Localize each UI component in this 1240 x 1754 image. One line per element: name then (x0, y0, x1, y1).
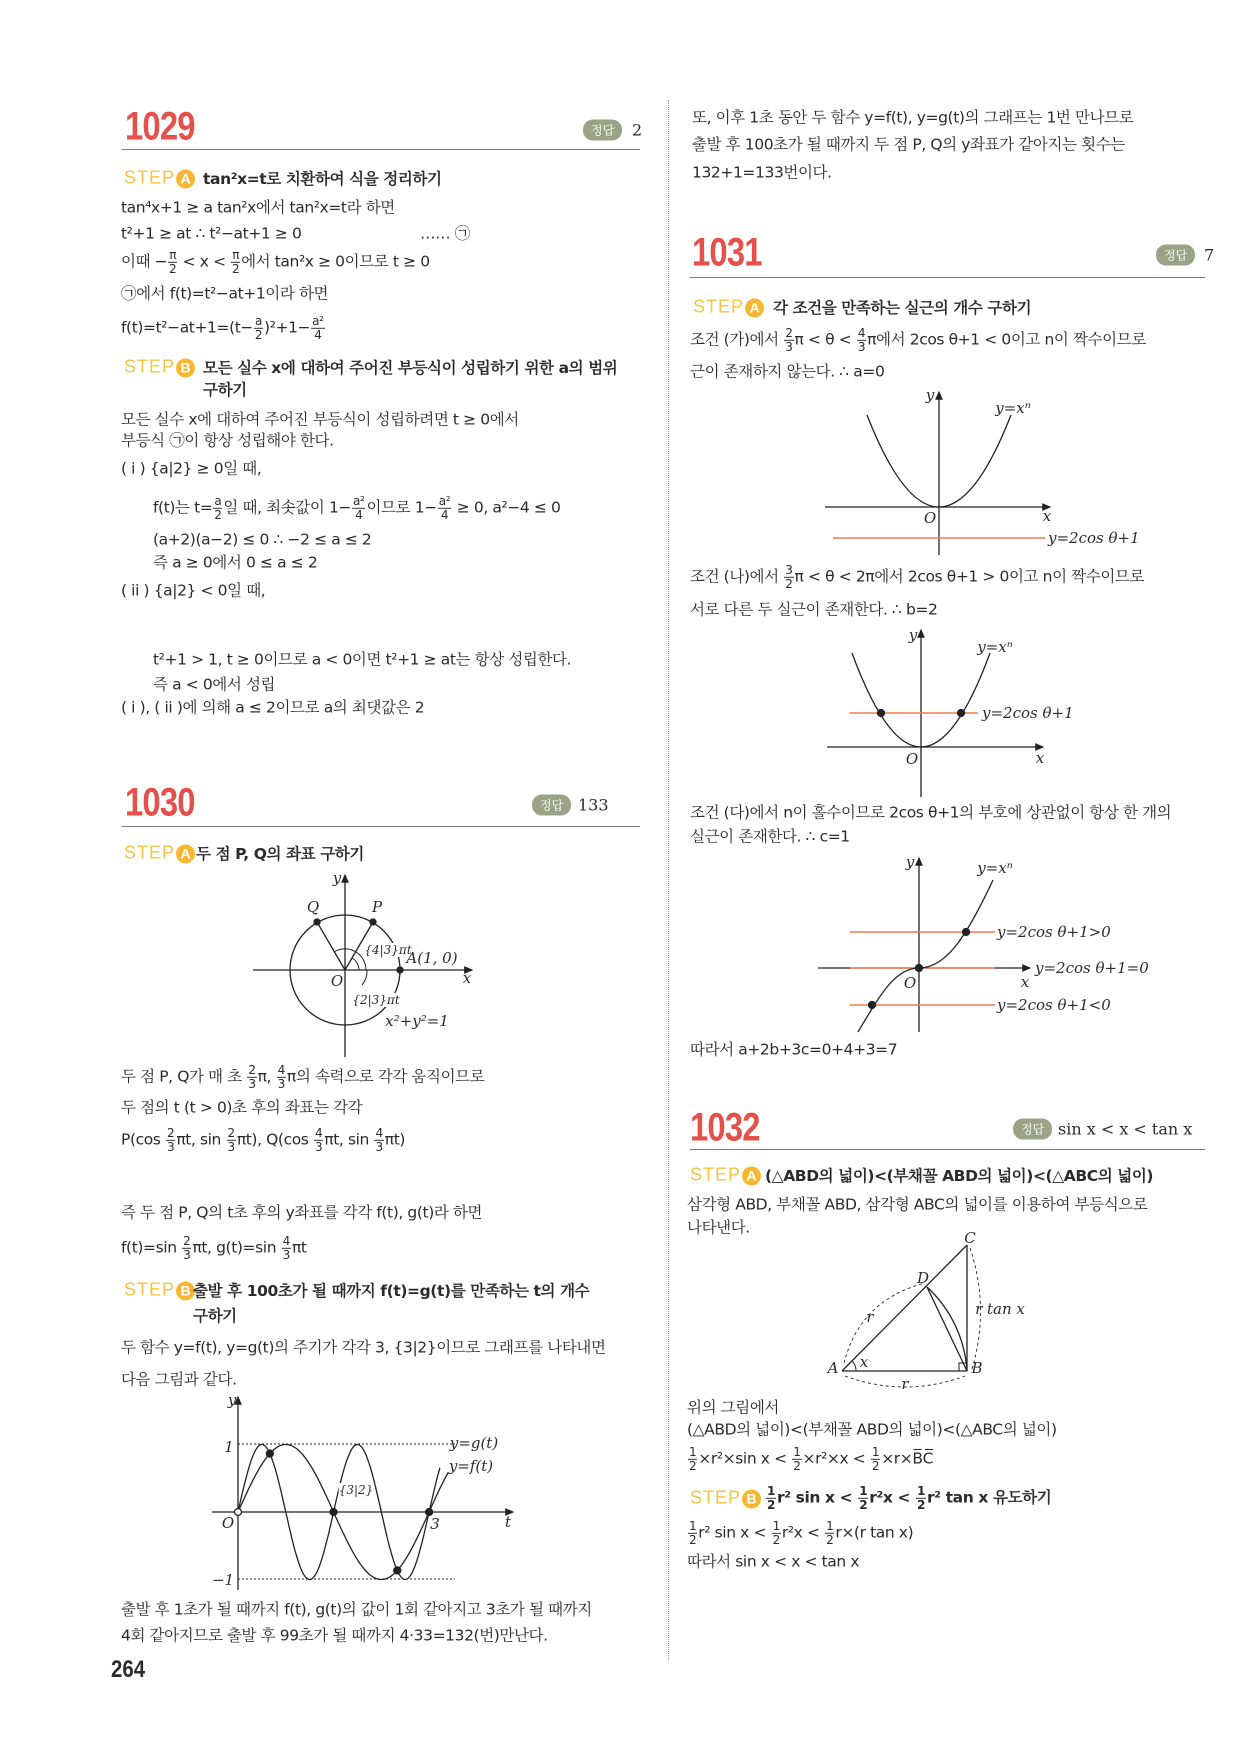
text-line: 두 함수 y=f(t), y=g(t)의 주기가 각각 3, {3|2}이므로 그래프를 나타내면 (121, 1338, 606, 1357)
point-label-p: P (371, 898, 383, 916)
angle-x-arc (852, 1361, 856, 1371)
axis-label-x: x (1020, 973, 1030, 991)
point-label-a: A(1, 0) (406, 949, 458, 967)
oq-segment (317, 922, 345, 970)
step-letter-icon: B (176, 359, 195, 378)
step-letter-icon: A (176, 845, 195, 864)
text-line: 부등식 ㉠이 항상 성립해야 한다. (121, 431, 334, 450)
line-label: y=2cos θ+1<0 (997, 996, 1111, 1014)
right-angle-mark (959, 1363, 967, 1371)
point-q (314, 919, 320, 925)
step-label (124, 1280, 195, 1301)
problem-number: 1030 (125, 780, 195, 825)
intersection-dot (963, 929, 970, 936)
step-word: STEP (124, 842, 176, 863)
step-title: 모든 실수 x에 대하여 주어진 부등식이 성립하기 위한 a의 범위 (203, 359, 618, 377)
step-title: 출발 후 100초가 될 때까지 f(t)=g(t)를 만족하는 t의 개수 (193, 1282, 590, 1300)
step-label (124, 168, 195, 189)
text-line: 또, 이후 1초 동안 두 함수 y=f(t), y=g(t)의 그래프는 1번 만나므로 (692, 108, 1134, 127)
step-label (124, 843, 195, 864)
step-word: STEP (690, 1164, 742, 1185)
axis-label-x: x (462, 969, 472, 987)
text-line: ( i ), ( ii )에 의해 a ≤ 2이므로 a의 최댓값은 2 (121, 698, 425, 717)
step-title: (△ABD의 넓이)<(부채꼴 ABD의 넓이)<(△ABC의 넓이) (765, 1167, 1154, 1185)
vertex-label-a: A (827, 1359, 839, 1377)
axis-label-y: y (908, 626, 918, 644)
text-line: 132+1=133번이다. (692, 163, 832, 182)
intersection-dot (878, 710, 885, 717)
step-letter-icon: A (745, 299, 764, 318)
text-line: P(cos $\frac{2}{3}$ πt, sin $\frac{2}{3}$ πt), Q(cos $\frac{4}{3}$ πt, sin $\frac{4}{3}$ πt) (121, 1125, 406, 1154)
step-word: STEP (124, 356, 176, 377)
text-line: 다음 그림과 같다. (121, 1370, 237, 1389)
step-word: STEP (693, 296, 745, 317)
curve-label-g: y=g(t) (449, 1434, 499, 1452)
text-line: ㉠에서 f(t)=t²−at+1이라 하면 (121, 284, 329, 303)
answer-badge: 정답 (532, 795, 571, 816)
step-word: STEP (124, 1279, 176, 1300)
angle-arc-q (334, 949, 366, 970)
text-line: f(t)는 t= $\frac{a}{2}$ 일 때, 최솟값이 1− $\frac{\text{a²}}{4}$ 이므로 1− $\frac{\text{a²}}{4}$ ≥ 0, a²−4 ≤ 0 (153, 493, 561, 522)
origin-label: O (330, 972, 344, 990)
origin-label: O (903, 974, 917, 992)
text-line: 4회 같아지므로 출발 후 99초가 될 때까지 4·33=132(번)만난다. (121, 1626, 548, 1645)
side-label: r (866, 1308, 874, 1326)
text-line: 삼각형 ABD, 부채꼴 ABD, 삼각형 ABC의 넓이를 이용하여 부등식으로 (687, 1195, 1148, 1214)
text-line: (a+2)(a−2) ≤ 0 ∴ −2 ≤ a ≤ 2 (153, 530, 372, 549)
step-label (690, 1165, 761, 1186)
f-curve (238, 1445, 448, 1580)
circle-equation-label: x²+y²=1 (385, 1012, 449, 1030)
tick-label-three-halves: {3|2} (338, 1483, 374, 1497)
step-letter-icon: B (176, 1282, 195, 1301)
step-title: $\frac{1}{2}$ r² sin x < $\frac{1}{2}$ r²x < $\frac{1}{2}$ r² tan x 유도하기 (767, 1483, 1052, 1512)
vertex-label-c: C (964, 1229, 976, 1247)
tick-label: 3 (430, 1515, 440, 1533)
point-label-q: Q (306, 898, 320, 916)
dim-arc-r-side (844, 1283, 925, 1363)
line-label: y=2cos θ+1=0 (1035, 959, 1149, 977)
header-rule-1032 (690, 1149, 1205, 1150)
vertex-label-d: D (916, 1269, 930, 1287)
g-curve (238, 1445, 440, 1580)
text-line: 모든 실수 x에 대하여 주어진 부등식이 성립하려면 t ≥ 0에서 (121, 410, 519, 429)
text-line: 실근이 존재한다. ∴ c=1 (690, 827, 850, 846)
page-number: 264 (111, 1656, 146, 1683)
tick-label: 1 (224, 1438, 234, 1456)
origin-label: O (923, 509, 937, 527)
tick-label: −1 (211, 1571, 235, 1589)
angle-arc-p (352, 958, 359, 970)
intersection-dot (266, 1450, 273, 1457)
point-p (370, 919, 376, 925)
text-line: (△ABD의 넓이)<(부채꼴 ABD의 넓이)<(△ABC의 넓이) (687, 1420, 1057, 1439)
text-line: 이때 − $\frac{\pi}{2}$ < x < $\frac{\pi}{2}$ 에서 tan²x ≥ 0이므로 t ≥ 0 (121, 247, 430, 276)
step-label (690, 1488, 761, 1509)
axis-label-y: y (925, 386, 935, 404)
text-line: 위의 그림에서 (687, 1398, 779, 1417)
line-label: y=2cos θ+1 (1048, 529, 1140, 547)
curve-label-f: y=f(t) (448, 1457, 494, 1475)
text-line: 즉 a ≥ 0에서 0 ≤ a ≤ 2 (153, 553, 318, 572)
segment-db (927, 1287, 967, 1371)
angle-label: x (859, 1353, 869, 1371)
step-title: 각 조건을 만족하는 실근의 개수 구하기 (773, 299, 1032, 317)
step-title: 두 점 P, Q의 좌표 구하기 (196, 845, 364, 863)
answer-badge: 정답 (1156, 245, 1195, 266)
point-a (397, 967, 403, 973)
axis-label-t: t (504, 1513, 512, 1531)
problem-number: 1029 (125, 104, 195, 149)
angle-label-q: {2|3}πt (352, 993, 400, 1007)
text-line: 조건 (다)에서 n이 홀수이므로 2cos θ+1의 부호에 상관없이 항상 한 개의 (690, 803, 1172, 822)
text-line: 근이 존재하지 않는다. ∴ a=0 (690, 362, 885, 381)
step-letter-icon: A (176, 170, 195, 189)
text-line: t²+1 ≥ at ∴ t²−at+1 ≥ 0 (121, 224, 302, 243)
parabola-curve (852, 653, 990, 747)
intersection-dot (869, 1002, 876, 1009)
curve-label: y=xⁿ (977, 859, 1013, 877)
step-label (693, 297, 764, 318)
curve-label: y=xⁿ (995, 399, 1031, 417)
answer-value: 7 (1204, 245, 1215, 265)
angle-label-p: {4|3}πt (364, 943, 412, 957)
text-line: t²+1 > 1, t ≥ 0이므로 a < 0이면 t²+1 ≥ at는 항상 성립한다. (153, 650, 572, 669)
text-line: f(t)=t²−at+1=(t− $\frac{a}{2}$ )²+1− $\frac{\text{a²}}{4}$ (121, 313, 324, 342)
text-line: 즉 두 점 P, Q의 t초 후의 y좌표를 각각 f(t), g(t)라 하면 (121, 1203, 483, 1222)
line-label: y=2cos θ+1 (982, 704, 1074, 722)
text-line: tan⁴x+1 ≥ a tan²x에서 tan²x=t라 하면 (121, 198, 395, 217)
curve-label: y=xⁿ (977, 638, 1013, 656)
angle-arc-q-lower (362, 970, 367, 985)
text-line: $\frac{1}{2}$ ×r²×sin x < $\frac{1}{2}$ ×r²×x < $\frac{1}{2}$ ×r×B̅C̅ (689, 1444, 933, 1473)
step-letter-icon: A (742, 1167, 761, 1186)
text-line: 조건 (가)에서 $\frac{2}{3}$ π < θ < $\frac{4}{3}$ π에서 2cos θ+1 < 0이고 n이 짝수이므로 (690, 325, 1146, 354)
header-rule-1029 (122, 149, 640, 150)
line-label: y=2cos θ+1>0 (997, 923, 1111, 941)
axis-label-y: y (905, 853, 915, 871)
step-title: tan²x=t로 치환하여 식을 정리하기 (203, 170, 442, 188)
text-line: $\frac{1}{2}$ r² sin x < $\frac{1}{2}$ r²x < $\frac{1}{2}$ r×(r tan x) (689, 1518, 914, 1547)
origin-label: O (221, 1514, 235, 1532)
axis-label-y: y (227, 1391, 237, 1409)
axis-label-x: x (1042, 507, 1052, 525)
intersection-dot (916, 965, 923, 972)
problem-number: 1032 (690, 1105, 760, 1150)
answer-value: 133 (578, 795, 609, 815)
step-title: 구하기 (203, 381, 247, 399)
answer-value: sin x < x < tan x (1058, 1119, 1193, 1139)
parabola-curve (867, 415, 1011, 507)
intersection-dot (958, 710, 965, 717)
text-line: 두 점 P, Q가 매 초 $\frac{2}{3}$ π, $\frac{4}{3}$ π의 속력으로 각각 움직이므로 (121, 1062, 485, 1091)
intersection-dot (394, 1567, 401, 1574)
text-line: 조건 (나)에서 $\frac{3}{2}$ π < θ < 2π에서 2cos θ+1 > 0이고 n이 짝수이므로 (690, 562, 1145, 591)
text-line: 즉 a < 0에서 성립 (153, 675, 276, 694)
side-label: r tan x (975, 1300, 1025, 1318)
text-line: 출발 후 1초가 될 때까지 f(t), g(t)의 값이 1회 같아지고 3초가 될 때까지 (121, 1600, 592, 1619)
vertex-label-b: B (971, 1359, 983, 1377)
case-heading: ( ii ) {a|2} < 0일 때, (121, 581, 266, 600)
step-letter-icon: B (742, 1490, 761, 1509)
column-divider (668, 100, 669, 1660)
answer-badge: 정답 (1013, 1119, 1052, 1140)
answer-value: 2 (632, 120, 643, 140)
equation-marker: …… ㉠ (420, 224, 470, 243)
unit-circle (290, 915, 400, 1025)
axis-label-y: y (332, 869, 342, 887)
side-label: r (901, 1375, 909, 1393)
header-rule-1030 (122, 826, 640, 827)
cubic-curve (858, 880, 993, 1032)
text-line: 따라서 sin x < x < tan x (687, 1552, 860, 1571)
step-label (124, 357, 195, 378)
answer-badge: 정답 (583, 120, 622, 141)
step-word: STEP (124, 167, 176, 188)
step-word: STEP (690, 1487, 742, 1508)
intersection-dot (330, 1509, 337, 1516)
origin-label: O (905, 750, 919, 768)
text-line: 나타낸다. (687, 1218, 750, 1237)
case-heading: ( i ) {a|2} ≥ 0일 때, (121, 459, 262, 478)
header-rule-1031 (690, 277, 1205, 278)
problem-number: 1031 (692, 230, 762, 275)
sector-arc (927, 1287, 967, 1371)
text-line: 두 점의 t (t > 0)초 후의 좌표는 각각 (121, 1098, 363, 1117)
text-line: 출발 후 100초가 될 때까지 두 점 P, Q의 y좌표가 같아지는 횟수는 (692, 135, 1125, 154)
axis-label-x: x (1035, 749, 1045, 767)
text-line: f(t)=sin $\frac{2}{3}$ πt, g(t)=sin $\frac{4}{3}$ πt (121, 1233, 307, 1262)
open-point (235, 1509, 242, 1516)
step-title: 구하기 (193, 1307, 237, 1325)
text-line: 서로 다른 두 실근이 존재한다. ∴ b=2 (690, 600, 938, 619)
text-line: 따라서 a+2b+3c=0+4+3=7 (690, 1040, 898, 1059)
